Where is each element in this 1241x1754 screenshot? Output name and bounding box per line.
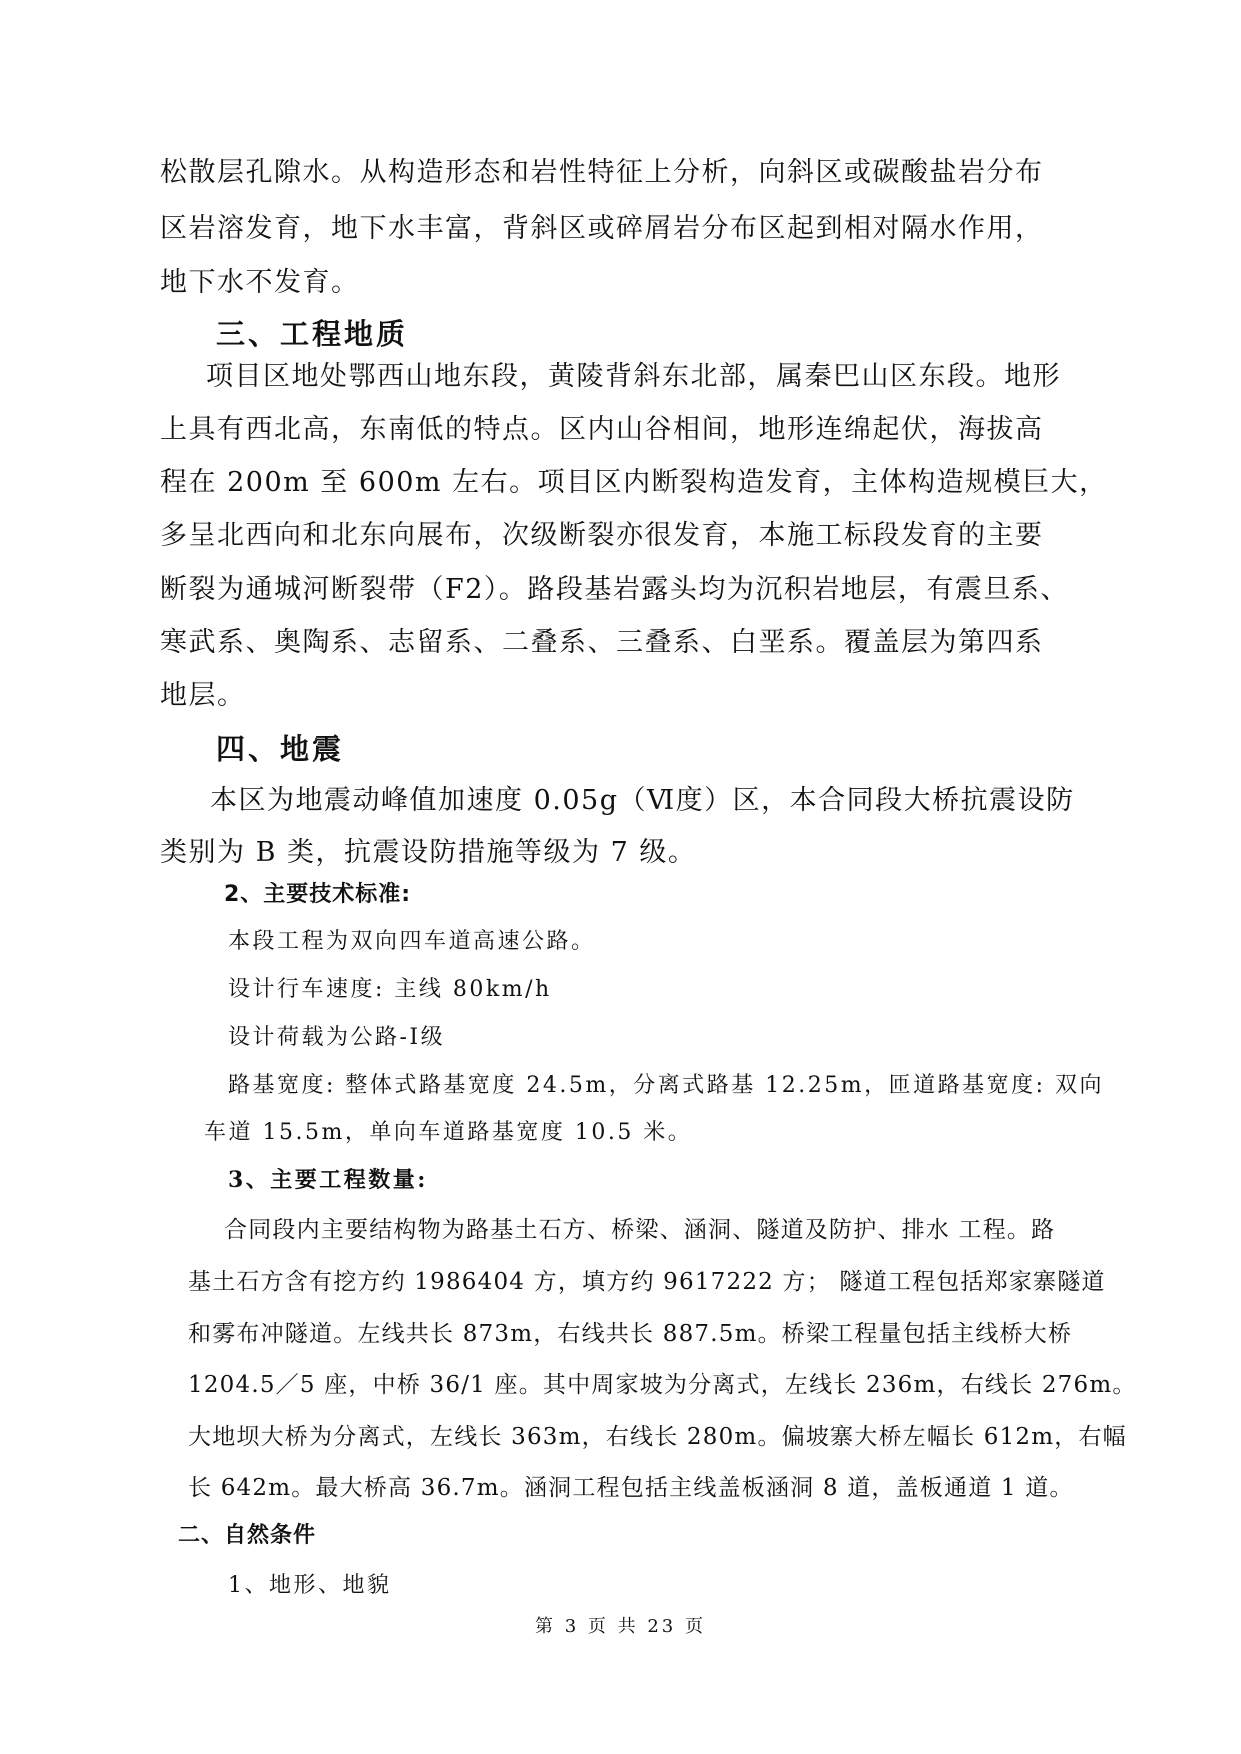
section-heading-engineering-geology: 三、工程地质 [216,317,409,351]
paragraph-line: 多呈北西向和北东向展布，次级断裂亦很发育，本施工标段发育的主要 [160,520,1044,551]
standard-item: 设计行车速度: 主线 80km/h [228,977,552,1002]
paragraph-line: 1204.5／5 座，中桥 36/1 座。其中周家坡为分离式，左线长 236m，右线长 276m。 [188,1372,1137,1398]
paragraph-line: 类别为 B 类，抗震设防措施等级为 7 级。 [160,837,697,868]
paragraph-line: 断裂为通城河断裂带（F2）。路段基岩露头均为沉积岩地层，有震旦系、 [160,574,1069,605]
paragraph-line: 松散层孔隙水。从构造形态和岩性特征上分析，向斜区或碳酸盐岩分布 [160,157,1044,188]
subsection-heading-quantities: 3、主要工程数量: [228,1167,428,1193]
paragraph-line: 上具有西北高，东南低的特点。区内山谷相间，地形连绵起伏，海拔高 [160,414,1044,445]
paragraph-line: 长 642m。最大桥高 36.7m。涵洞工程包括主线盖板涵洞 8 道，盖板通道 1 道。 [188,1475,1074,1501]
section-heading-earthquake: 四、地震 [216,732,345,766]
paragraph-line: 基土石方含有挖方约 1986404 方，填方约 9617222 方； 隧道工程包括郑家寨隧道 [188,1269,1106,1295]
standard-item: 本段工程为双向四车道高速公路。 [228,929,596,954]
standard-item: 路基宽度: 整体式路基宽度 24.5m，分离式路基 12.25m，匝道路基宽度: 双向 [228,1073,1104,1098]
paragraph-line: 本区为地震动峰值加速度 0.05g（Ⅵ度）区，本合同段大桥抗震设防 [210,785,1075,816]
subsection-heading-technical-standards: 2、主要技术标准: [224,882,412,907]
paragraph-line: 地层。 [160,680,246,711]
section-heading-natural-conditions: 二、自然条件 [178,1523,317,1548]
paragraph-line: 程在 200m 至 600m 左右。项目区内断裂构造发育，主体构造规模巨大， [160,467,1108,498]
subsection-heading-terrain: 1、地形、地貌 [228,1573,392,1598]
paragraph-line: 寒武系、奥陶系、志留系、二叠系、三叠系、白垩系。覆盖层为第四系 [160,627,1044,658]
standard-item: 设计荷载为公路-Ⅰ级 [228,1025,446,1050]
paragraph-line: 大地坝大桥为分离式，左线长 363m，右线长 280m。偏坡寨大桥左幅长 612m，右幅 [188,1424,1127,1450]
paragraph-line: 合同段内主要结构物为路基土石方、桥梁、涵洞、隧道及防护、排水 工程。路 [224,1217,1056,1243]
standard-item: 车道 15.5m，单向车道路基宽度 10.5 米。 [204,1120,693,1145]
paragraph-line: 区岩溶发育，地下水丰富，背斜区或碎屑岩分布区起到相对隔水作用， [160,213,1044,244]
paragraph-line: 和雾布冲隧道。左线共长 873m，右线共长 887.5m。桥梁工程量包括主线桥大桥 [188,1321,1073,1347]
page-footer: 第 3 页 共 23 页 [535,1616,706,1637]
paragraph-line: 项目区地处鄂西山地东段，黄陵背斜东北部，属秦巴山区东段。地形 [206,361,1061,392]
paragraph-line: 地下水不发育。 [160,267,360,298]
